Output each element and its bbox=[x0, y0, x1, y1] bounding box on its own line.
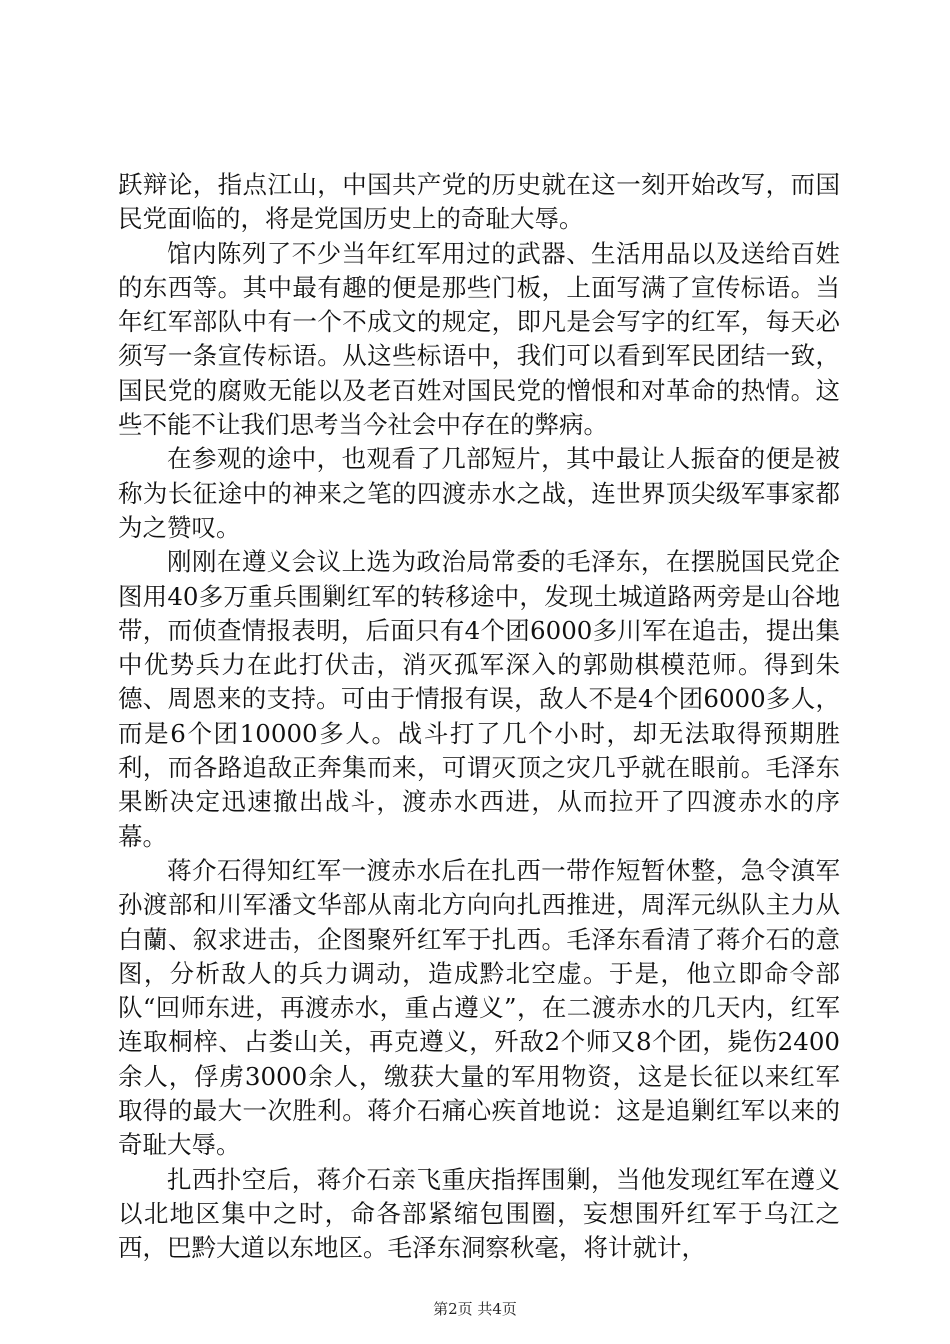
paragraph-4: 刚刚在遵义会议上选为政治局常委的毛泽东，在摆脱国民党企图用40多万重兵围剿红军的转移途中，发现土城道路两旁是山谷地带，而侦查情报表明，后面只有4个团6000多川军在追击，提出集中优势兵力在此打伏击，消灭孤军深入的郭勋棋模范师。得到朱德、周恩来的支持。可由于情报有误，敌人不是4个团6000多人，而是6个团10000多人。战斗打了几个小时，却无法取得预期胜利，而各路追敌正奔集而来，可谓灭顶之灾几乎就在眼前。毛泽东果断决定迅速撤出战斗，渡赤水西进，从而拉开了四渡赤水的序幕。 bbox=[118, 547, 840, 851]
paragraph-5: 蒋介石得知红军一渡赤水后在扎西一带作短暂休整，急令滇军孙渡部和川军潘文华部从南北方向向扎西推进，周浑元纵队主力从白蘭、叙求进击，企图聚歼红军于扎西。毛泽东看清了蒋介石的意图，分析敌人的兵力调动，造成黔北空虚。于是，他立即命令部队“回师东进，再渡赤水，重占遵义”，在二渡赤水的几天内，红军连取桐梓、占娄山关，再克遵义，歼敌2个师又8个团，毙伤2400余人，俘虏3000余人，缴获大量的军用物资，这是长征以来红军取得的最大一次胜利。蒋介石痛心疾首地说：这是追剿红军以来的奇耻大辱。 bbox=[118, 855, 840, 1160]
paragraph-2: 馆内陈列了不少当年红军用过的武器、生活用品以及送给百姓的东西等。其中最有趣的便是那些门板，上面写满了宣传标语。当年红军部队中有一个不成文的规定，即凡是会写字的红军，每天必须写一条宣传标语。从这些标语中，我们可以看到军民团结一致，国民党的腐败无能以及老百姓对国民党的憎恨和对革命的热情。这些不能不让我们思考当今社会中存在的弊病。 bbox=[118, 238, 840, 440]
paragraph-1: 跃辩论，指点江山，中国共产党的历史就在这一刻开始改写，而国民党面临的，将是党国历史上的奇耻大辱。 bbox=[118, 170, 840, 234]
body-text bbox=[118, 168, 840, 1266]
paragraph-6: 扎西扑空后，蒋介石亲飞重庆指挥围剿，当他发现红军在遵义以北地区集中之时，命各部紧缩包围圈，妄想围歼红军于乌江之西，巴黔大道以东地区。毛泽东洞察秋毫，将计就计， bbox=[118, 1164, 840, 1263]
page-number-footer: 第2页 共4页 bbox=[433, 1300, 517, 1318]
paragraph-3: 在参观的途中，也观看了几部短片，其中最让人振奋的便是被称为长征途中的神来之笔的四渡赤水之战，连世界顶尖级军事家都为之赞叹。 bbox=[118, 444, 840, 542]
